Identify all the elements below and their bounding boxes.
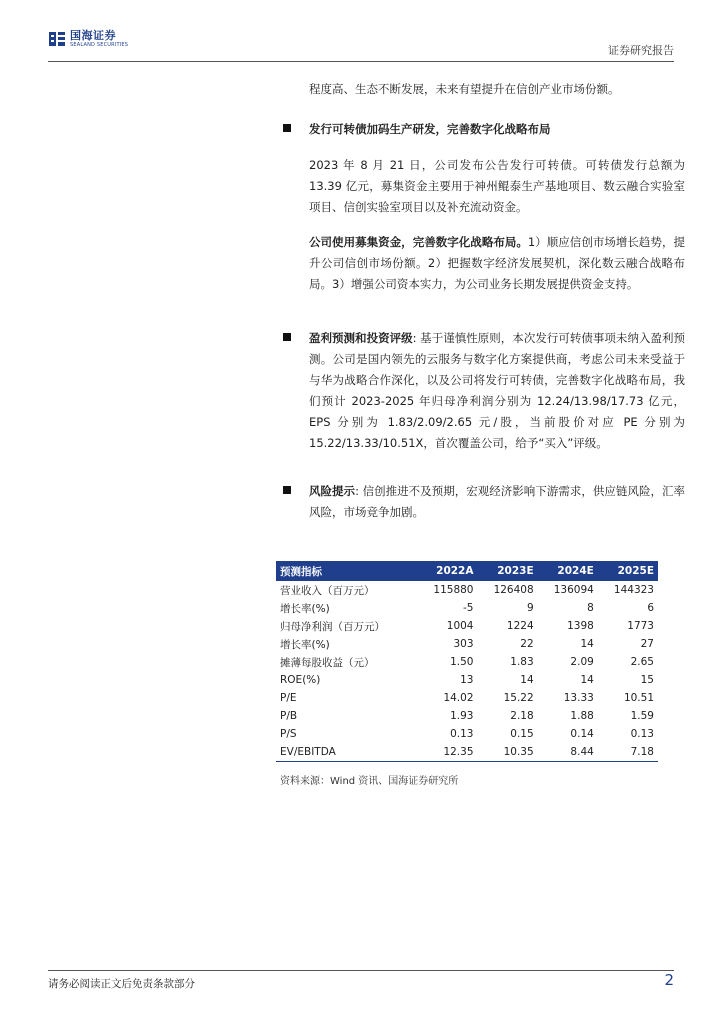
table-cell: 14.02 [443,692,474,704]
table-header-cell: 2022A [417,561,477,581]
table-cell: 1773 [627,620,654,632]
fund-usage-paragraph [309,232,685,295]
table-source-note: 资料来源：Wind 资讯、国海证券研究所 [280,776,459,787]
table-cell: 7.18 [598,743,658,762]
page-number: 2 [664,971,674,989]
table-row [276,617,658,635]
document-type: 证券研究报告 [608,44,674,57]
table-row [276,653,658,671]
forecast-paragraph [309,328,685,454]
bullet-square-icon [283,124,291,132]
table-cell: 增长率(%) [280,602,330,615]
section-heading-convertible [283,119,683,140]
table-cell: 1.50 [450,656,474,668]
table-cell: 0.14 [570,728,594,740]
continuation-paragraph: 程度高、生态不断发展，未来有望提升在信创产业市场份额。 [309,82,620,96]
table-row [276,635,658,653]
table-cell: P/B [280,710,298,722]
table-cell: 2.65 [630,656,654,668]
table-cell: 14 [580,674,594,686]
table-cell: 12.35 [417,743,477,762]
table-cell: 14 [520,674,534,686]
table-cell: 1.88 [570,710,594,722]
table-cell: 营业收入（百万元） [280,584,375,597]
table-cell: EV/EBITDA [276,743,417,762]
table-cell: 14 [580,638,594,650]
risk-heading: 风险提示 [309,484,356,498]
table-cell: 136094 [553,584,594,596]
table-cell: 8.44 [538,743,598,762]
forecast-heading: 盈利预测和投资评级 [309,331,413,345]
table-cell: 1.93 [450,710,474,722]
convertible-paragraph: 2023 年 8 月 21 日，公司发布公告发行可转债。可转债发行总额为 13.39 亿元，募集资金主要用于神州鲲泰生产基地项目、数云融合实验室项目、信创实验室项目以及补充流动资金。 [309,158,685,214]
bullet-square-icon [283,333,291,341]
table-cell: ROE(%) [280,674,321,686]
table-cell: 1004 [446,620,474,632]
section-risk [283,481,683,523]
table-cell: 0.13 [450,728,474,740]
table-cell: 1224 [506,620,534,632]
table-cell: 0.13 [630,728,654,740]
table-cell: 8 [587,602,594,614]
table-row [276,743,658,762]
table-row [276,581,658,599]
table-cell: 15 [640,674,654,686]
risk-paragraph [309,481,685,523]
page-header [48,30,674,62]
risk-text: : 信创推进不及预期，宏观经济影响下游需求，供应链风险，汇率风险，市场竞争加剧。 [309,484,685,519]
table-cell: 2.18 [510,710,534,722]
table-cell: 6 [647,602,654,614]
table-row [276,671,658,689]
table-cell: 归母净利润（百万元） [280,620,385,633]
table-cell: 27 [640,638,654,650]
forecast-table [276,561,658,762]
bullet-square-icon [283,486,291,494]
table-cell: 13 [460,674,474,686]
table-row [276,725,658,743]
table-cell: 15.22 [503,692,534,704]
table-header-cell: 2025E [598,561,658,581]
section-forecast [283,328,686,454]
table-cell: 115880 [433,584,474,596]
table-cell: 1398 [567,620,594,632]
table-cell: 10.35 [478,743,538,762]
table-header-cell: 2023E [478,561,538,581]
table-cell: 9 [526,602,534,614]
table-cell: 0.15 [510,728,534,740]
footer-divider [48,970,674,971]
table-header-cell: 预测指标 [276,561,417,581]
table-row [276,707,658,725]
table-cell: 2.09 [570,656,594,668]
table-header-cell: 2024E [538,561,598,581]
table-cell: 144323 [613,584,654,596]
table-cell: 303 [453,638,474,650]
section-heading-text: 发行可转债加码生产研发，完善数字化战略布局 [309,122,551,136]
table-cell: P/S [280,728,297,740]
table-row [276,599,658,617]
forecast-text: : 基于谨慎性原则，本次发行可转债事项未纳入盈利预测。公司是国内领先的云服务与数字化方案提供商，考虑公司未来受益于与华为战略合作深化，以及公司将发行可转债，完善数字化战略布局，我们预计 2023-2025 年归母净利润分别为 12.24/13.98/17.73 亿元，EPS 分别为 1.83/2.09/2.65 元/股，当前股价对应 PE 分别为 15.22/13.33/10.51X，首次覆盖公司，给予“买入”评级。 [309,331,686,450]
table-cell: -5 [463,602,474,614]
table-header-row [276,561,658,581]
table-cell: 22 [520,638,534,650]
table-cell: 126408 [493,584,534,596]
logo-cn-text: 国海证券 [70,29,116,42]
header-divider [48,61,674,62]
logo-en-text: SEALAND SECURITIES [70,42,129,48]
table-row [276,689,658,707]
footer-disclaimer: 请务必阅读正文后免责条款部分 [48,978,195,990]
table-cell: 摊薄每股收益（元） [280,656,375,669]
table-cell: P/E [280,692,297,704]
table-cell: 1.59 [630,710,654,722]
logo-mark-icon [48,30,66,48]
table-cell: 13.33 [563,692,594,704]
fund-usage-text: 1）顺应信创市场增长趋势，提升公司信创市场份额。2）把握数字经济发展契机，深化数云融合战略布局。3）增强公司资本实力，为公司业务长期发展提供资金支持。 [309,235,685,291]
table-cell: 增长率(%) [280,638,330,651]
table-cell: 1.83 [510,656,534,668]
company-logo [48,30,128,48]
table-cell: 10.51 [623,692,654,704]
fund-usage-lead: 公司使用募集资金，完善数字化战略布局。 [309,235,528,249]
